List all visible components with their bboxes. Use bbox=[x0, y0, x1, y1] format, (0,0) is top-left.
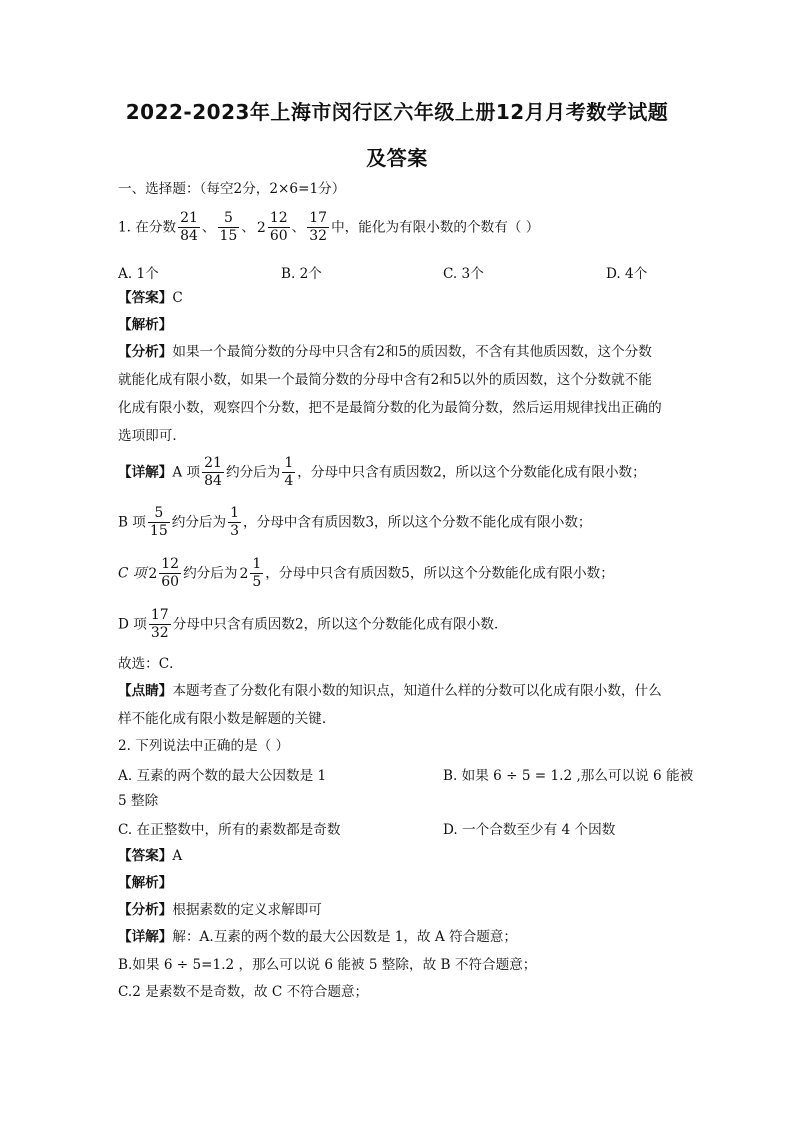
q1-fenxi-line: 选项即可． bbox=[118, 428, 186, 444]
q1-option-a: A. 1个 bbox=[118, 266, 159, 282]
q1-fraction: $\frac{21}{84}$ bbox=[180, 210, 198, 244]
q1-option-c: C. 3个 bbox=[443, 266, 484, 282]
q1-stem: 1. 在分数 $\frac{21}{84}$ 、 $\frac{5}{15}$ 、 2 $\frac{12}{60}$ 、 $\frac{17}{32}$ 中，能化为有限小数的个数有（ ） bbox=[118, 210, 540, 244]
q1-fraction: $\frac{5}{15}$ bbox=[219, 210, 238, 244]
q2-option-c: C. 在正整数中，所有的素数都是奇数 bbox=[118, 822, 341, 838]
q1-suffix: 中，能化为有限小数的个数有（ ） bbox=[331, 219, 540, 236]
q1-fenxi: 【分析】如果一个最简分数的分母中只含有2和5的质因数，不含有其他质因数，这个分数 bbox=[118, 344, 652, 360]
q1-mixed-whole: 2 bbox=[256, 219, 266, 236]
q2-detail-line: B.如果 6 ÷ 5=1.2 ，那么可以说 6 能被 5 整除，故 B 不符合题意； bbox=[118, 957, 537, 973]
q1-option-b: B. 2个 bbox=[281, 266, 322, 282]
q2-detail: 【详解】解：A.互素的两个数的最大公因数是 1，故 A 符合题意； bbox=[118, 929, 518, 945]
q1-detail-b: B 项 $\frac{5}{15}$ 约分后为 $\frac{1}{3}$ ，分母中含有质因数3，所以这个分数不能化成有限小数； bbox=[118, 505, 592, 539]
q2-option-a: A. 互素的两个数的最大公因数是 1 bbox=[118, 768, 327, 784]
q1-detail-c: C 项 2 $\frac{12}{60}$ 约分后为 2 $\frac{1}{5}$ ，分母中只含有质因数5，所以这个分数能化成有限小数； bbox=[118, 556, 614, 590]
q2-detail-line: C.2 是素数不是奇数，故 C 不符合题意； bbox=[118, 984, 369, 1000]
q1-choose: 故选：C． bbox=[118, 656, 183, 672]
doc-title-line2: 及答案 bbox=[366, 146, 428, 170]
q1-dianjing: 【点睛】本题考查了分数化有限小数的知识点，知道什么样的分数可以化成有限小数，什么 bbox=[118, 683, 662, 699]
section-heading: 一、选择题：（每空2分，2×6=1分） bbox=[118, 181, 346, 197]
q1-answer: 【答案】C bbox=[118, 290, 183, 306]
q1-prefix: 1. 在分数 bbox=[118, 219, 177, 236]
q1-detail-a: 【详解】A 项 $\frac{21}{84}$ 约分后为 $\frac{1}{4}$ ，分母中只含有质因数2，所以这个分数能化成有限小数； bbox=[118, 455, 646, 489]
q1-fraction: $\frac{17}{32}$ bbox=[309, 210, 328, 244]
q1-fenxi-line: 化成有限小数，观察四个分数，把不是最简分数的化为最简分数，然后运用规律找出正确的 bbox=[118, 400, 662, 416]
q1-dianjing-line: 样不能化成有限小数是解题的关键． bbox=[118, 711, 336, 727]
doc-title-line1: 2022-2023年上海市闵行区六年级上册12月月考数学试题 bbox=[125, 100, 669, 124]
q2-answer: 【答案】A bbox=[118, 848, 183, 864]
q2-stem: 2. 下列说法中正确的是（ ） bbox=[118, 738, 290, 754]
q2-option-b-cont: 5 整除 bbox=[118, 793, 159, 809]
q1-fraction: $\frac{12}{60}$ bbox=[269, 210, 288, 244]
q2-fenxi: 【分析】根据素数的定义求解即可 bbox=[118, 902, 322, 918]
q2-option-d: D. 一个合数至少有 4 个因数 bbox=[443, 822, 616, 838]
q2-analysis-tag: 【解析】 bbox=[118, 875, 173, 891]
q2-option-b: B. 如果 6 ÷ 5 = 1.2 ,那么可以说 6 能被 bbox=[443, 768, 694, 784]
q1-analysis-tag: 【解析】 bbox=[118, 317, 173, 333]
q1-option-d: D. 4个 bbox=[606, 266, 648, 282]
q1-detail-d: D 项 $\frac{17}{32}$ 分母中只含有质因数2，所以这个分数能化成有限小数． bbox=[118, 607, 508, 641]
q1-fenxi-line: 就能化成有限小数，如果一个最简分数的分母中含有2和5以外的质因数，这个分数就不能 bbox=[118, 372, 652, 388]
